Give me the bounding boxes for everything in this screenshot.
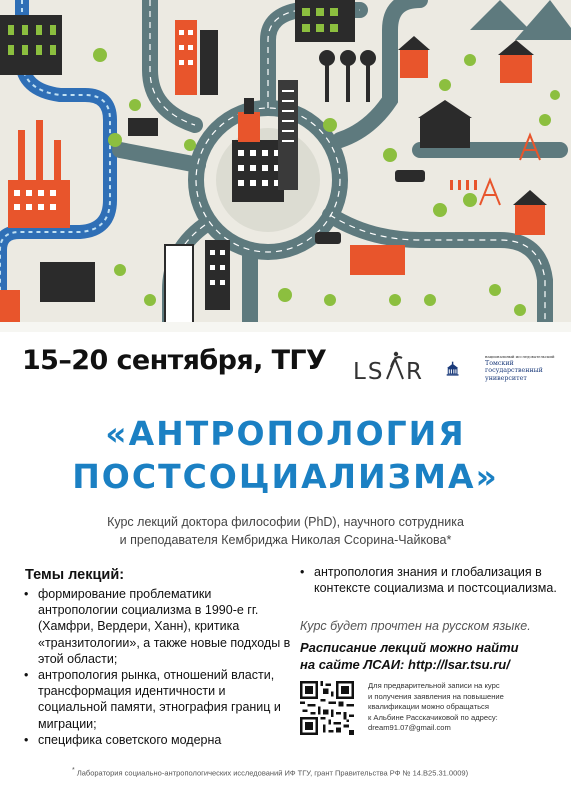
registration-info [368,681,563,734]
topics-heading: Темы лекций: [25,567,125,583]
topic-item: • специфика советского модерна [22,732,292,748]
footnote-marker: * [72,767,75,774]
schedule-info [300,639,519,673]
event-date-title: 15–20 сентября, ТГУ [22,345,327,376]
registration-line: квалификации можно обращаться [368,702,489,711]
schedule-link[interactable]: на сайте ЛСАИ: http://lsar.tsu.ru/ [300,657,510,672]
topic-item: • антропология рынка, отношений власти, трансформация идентичности и социальной памяти, этнография границ и миграции; [22,667,292,732]
svg-text:R: R [406,359,422,385]
footnote [72,767,468,778]
course-subtitle-line2: и преподавателя Кембриджа Николая Ссорина-Чайкова* [119,533,452,547]
topics-list-right [300,564,560,596]
city-illustration [0,0,571,332]
tsu-logo-text [485,355,565,382]
registration-line: и получения заявления на повышение [368,691,504,701]
qr-code-icon[interactable] [300,681,354,735]
course-title-line1: «АНТРОПОЛОГИЯ [105,414,466,453]
topics-list [22,586,292,748]
registration-email[interactable]: dream91.07@gmail.com [368,723,451,732]
svg-text:LS: LS [353,359,385,385]
lsar-logo [353,348,433,388]
tsu-logo-small: национальный исследовательский [485,354,555,359]
footnote-text: Лаборатория социально-антропологических исследований ИФ ТГУ, грант Правительства РФ № 14.В25.31.0009) [76,768,469,778]
schedule-line1: Расписание лекций можно найти [300,640,519,655]
registration-line: Для предварительной записи на курс [368,681,500,690]
course-subtitle-line1: Курс лекций доктора философии (PhD), научного сотрудника [107,515,464,529]
course-title-line2: ПОСТСОЦИАЛИЗМА» [72,457,499,496]
tsu-emblem-icon [446,346,486,392]
topic-item: • антропология знания и глобализация в контексте социализма и постсоциализма. [300,564,560,596]
tsu-logo-name: Томский государственный университет [485,359,543,382]
topic-item: • формирование проблематики антропологии социализма в 1990-е гг. (Хамфри, Вердери, Ханн), критика «транзитологии», а также новые подходы в этой области; [22,586,292,667]
language-note: Курс будет прочтен на русском языке. [300,619,531,633]
registration-line: к Альбине Расскачиковой по адресу: [368,712,498,722]
